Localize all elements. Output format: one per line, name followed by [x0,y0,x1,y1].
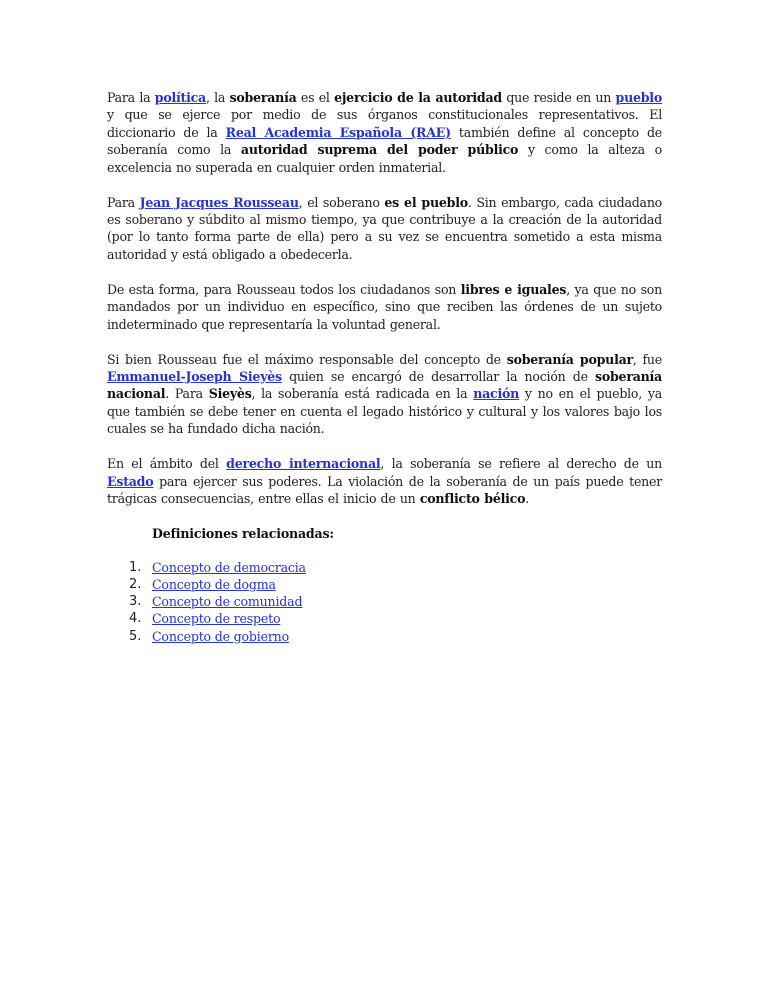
list-number: 2. [129,576,142,592]
link-concepto-dogma[interactable]: Concepto de dogma [152,576,276,592]
list-item [129,576,662,593]
link-concepto-comunidad[interactable]: Concepto de comunidad [152,594,303,610]
bold-autoridad-suprema: autoridad suprema del poder público [240,142,519,158]
bold-libres-iguales: libres e iguales [460,281,567,297]
list-item [129,593,662,610]
list-item [129,610,662,627]
bold-ejercicio-autoridad: ejercicio de la autoridad [334,90,502,105]
text-run: . Sin embargo, cada ciudadano es soberano y súbdito al mismo tiempo, ya que contribuye a la creación de la autoridad (por lo tanto forma parte de ella) pero a su vez se encuentra sometido a esta misma autoridad y está obligado a obedecerla. [107,194,663,262]
text-run: En el ámbito del [107,456,227,472]
list-item [129,559,662,576]
bold-es-el-pueblo: es el pueblo [384,194,468,210]
related-definitions-heading: Definiciones relacionadas: [152,526,334,542]
link-pueblo[interactable]: pueblo [615,90,662,105]
text-run: De esta forma, para Rousseau todos los ciudadanos son [107,281,461,297]
text-run: , la [205,90,230,105]
bold-soberania-nacional: soberanía nacional [107,369,662,402]
bold-soberania: soberanía [229,90,297,105]
list-item [129,628,662,645]
list-number: 1. [129,559,142,575]
link-rousseau[interactable]: Jean Jacques Rousseau [139,194,299,210]
link-concepto-gobierno[interactable]: Concepto de gobierno [152,628,289,644]
text-run: . [525,491,530,507]
text-run: quien se encargó de desarrollar la noción de [281,369,596,385]
text-run: , ya que no son mandados por un individuo en específico, sino que reciben las órdenes de un sujeto indeterminado que representaría la voluntad general. [107,281,662,332]
paragraph-rousseau [107,194,662,264]
text-run: y no en el pueblo, ya que también se debe tener en cuenta el legado histórico y cultural y los valores bajo los cuales se ha fundado dicha nación. [107,386,662,437]
paragraph-derecho-internacional [107,455,662,507]
paragraph-libres-iguales [107,281,662,333]
link-rae[interactable]: Real Academia Española (RAE) [225,124,451,140]
text-run: Si bien Rousseau fue el máximo responsable del concepto de [107,351,507,367]
list-number: 4. [129,611,142,627]
text-run: Para la [107,90,155,105]
list-number: 3. [129,594,142,610]
text-run: para ejercer sus poderes. La violación de la soberanía de un país puede tener trágicas consecuencias, entre ellas el inicio de un [107,473,662,507]
text-run: . Para [165,386,209,402]
related-definitions-list [107,559,662,645]
paragraph-politica [107,89,662,176]
paragraph-sieyes [107,351,662,438]
link-politica[interactable]: política [154,90,206,105]
text-run: y que se ejerce por medio de sus órganos constitucionales representativos. El diccionario de la [107,107,662,140]
link-derecho-internacional[interactable]: derecho internacional [226,456,381,472]
link-concepto-democracia[interactable]: Concepto de democracia [152,559,306,575]
bold-sieyes: Sieyès [208,386,252,402]
text-run: , el soberano [298,194,385,210]
text-run: , la soberanía se refiere al derecho de un [380,456,663,472]
text-run: que reside en un [501,90,616,105]
document-body [107,89,662,645]
text-run: es el [296,90,335,105]
text-run: y como la alteza o excelencia no superada en cualquier orden inmaterial. [107,142,662,175]
text-run: , la soberanía está radicada en la [251,386,474,402]
text-run: , fue [632,351,662,367]
bold-soberania-popular: soberanía popular [506,351,633,367]
list-number: 5. [129,628,142,644]
link-nacion[interactable]: nación [473,386,520,402]
link-concepto-respeto[interactable]: Concepto de respeto [152,611,281,627]
link-estado[interactable]: Estado [107,473,154,489]
text-run: Para [107,194,140,210]
link-sieyes[interactable]: Emmanuel-Joseph Sieyès [107,369,282,385]
text-run: también define al concepto de soberanía como la [107,124,662,158]
bold-conflicto-belico: conflicto bélico [419,491,526,507]
